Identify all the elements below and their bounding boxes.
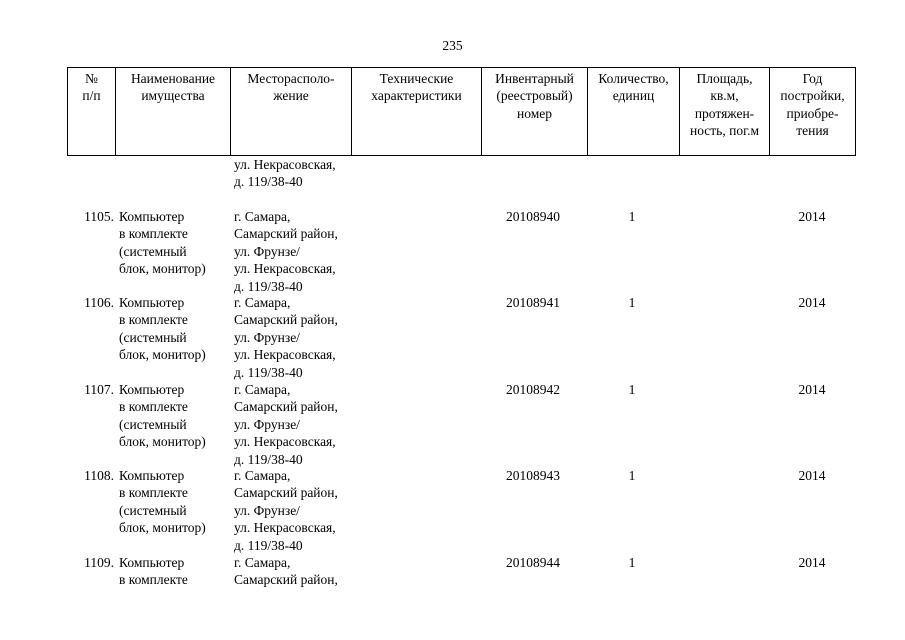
row-year: 2014: [798, 209, 826, 224]
row-name: Компьютер в комплекте (системный блок, монитор): [119, 468, 206, 536]
header-quantity: Количество, единиц: [588, 68, 680, 156]
row-name: Компьютер в комплекте: [119, 555, 188, 588]
row-number: 1109.: [84, 555, 114, 570]
header-location: Месторасполо- жение: [231, 68, 352, 156]
row-name: Компьютер в комплекте (системный блок, монитор): [119, 295, 206, 363]
row-quantity: 1: [628, 209, 636, 224]
header-inventory-number: Инвентарный (реестровый) номер: [482, 68, 588, 156]
property-table-header: [67, 67, 856, 156]
header-tech-characteristics: Технические характеристики: [352, 68, 482, 156]
header-year: Год постройки, приобре- тения: [770, 68, 856, 156]
table-row: [67, 467, 855, 554]
row-year: 2014: [798, 382, 826, 397]
row-quantity: 1: [628, 382, 636, 397]
row-inventory-number: 20108943: [506, 468, 560, 483]
table-row: [67, 208, 855, 295]
row-year: 2014: [798, 555, 826, 570]
row-number: 1107.: [84, 382, 114, 397]
row-location: г. Самара, Самарский район, ул. Фрунзе/ ул. Некрасовская, д. 119/38-40: [234, 209, 338, 294]
row-name: Компьютер в комплекте (системный блок, монитор): [119, 382, 206, 450]
row-year: 2014: [798, 468, 826, 483]
page-number: 235: [442, 38, 463, 53]
table-row: [67, 294, 855, 381]
table-row: [67, 554, 855, 594]
row-inventory-number: 20108942: [506, 382, 560, 397]
row-number: 1105.: [84, 209, 114, 224]
header-number: № п/п: [68, 68, 116, 156]
row-number: 1106.: [84, 295, 114, 310]
continued-location: ул. Некрасовская, д. 119/38-40: [234, 157, 336, 190]
header-area: Площадь, кв.м, протяжен- ность, пог.м: [680, 68, 770, 156]
row-quantity: 1: [628, 295, 636, 310]
header-name: Наименование имущества: [116, 68, 231, 156]
row-location: г. Самара, Самарский район, ул. Фрунзе/ ул. Некрасовская, д. 119/38-40: [234, 382, 338, 467]
row-name: Компьютер в комплекте (системный блок, монитор): [119, 209, 206, 277]
row-inventory-number: 20108944: [506, 555, 560, 570]
row-quantity: 1: [628, 555, 636, 570]
row-location: г. Самара, Самарский район,: [234, 555, 338, 588]
row-inventory-number: 20108940: [506, 209, 560, 224]
row-number: 1108.: [84, 468, 114, 483]
row-year: 2014: [798, 295, 826, 310]
row-location: г. Самара, Самарский район, ул. Фрунзе/ ул. Некрасовская, д. 119/38-40: [234, 295, 338, 380]
row-inventory-number: 20108941: [506, 295, 560, 310]
table-row: [67, 381, 855, 468]
row-quantity: 1: [628, 468, 636, 483]
row-location: г. Самара, Самарский район, ул. Фрунзе/ ул. Некрасовская, д. 119/38-40: [234, 468, 338, 553]
